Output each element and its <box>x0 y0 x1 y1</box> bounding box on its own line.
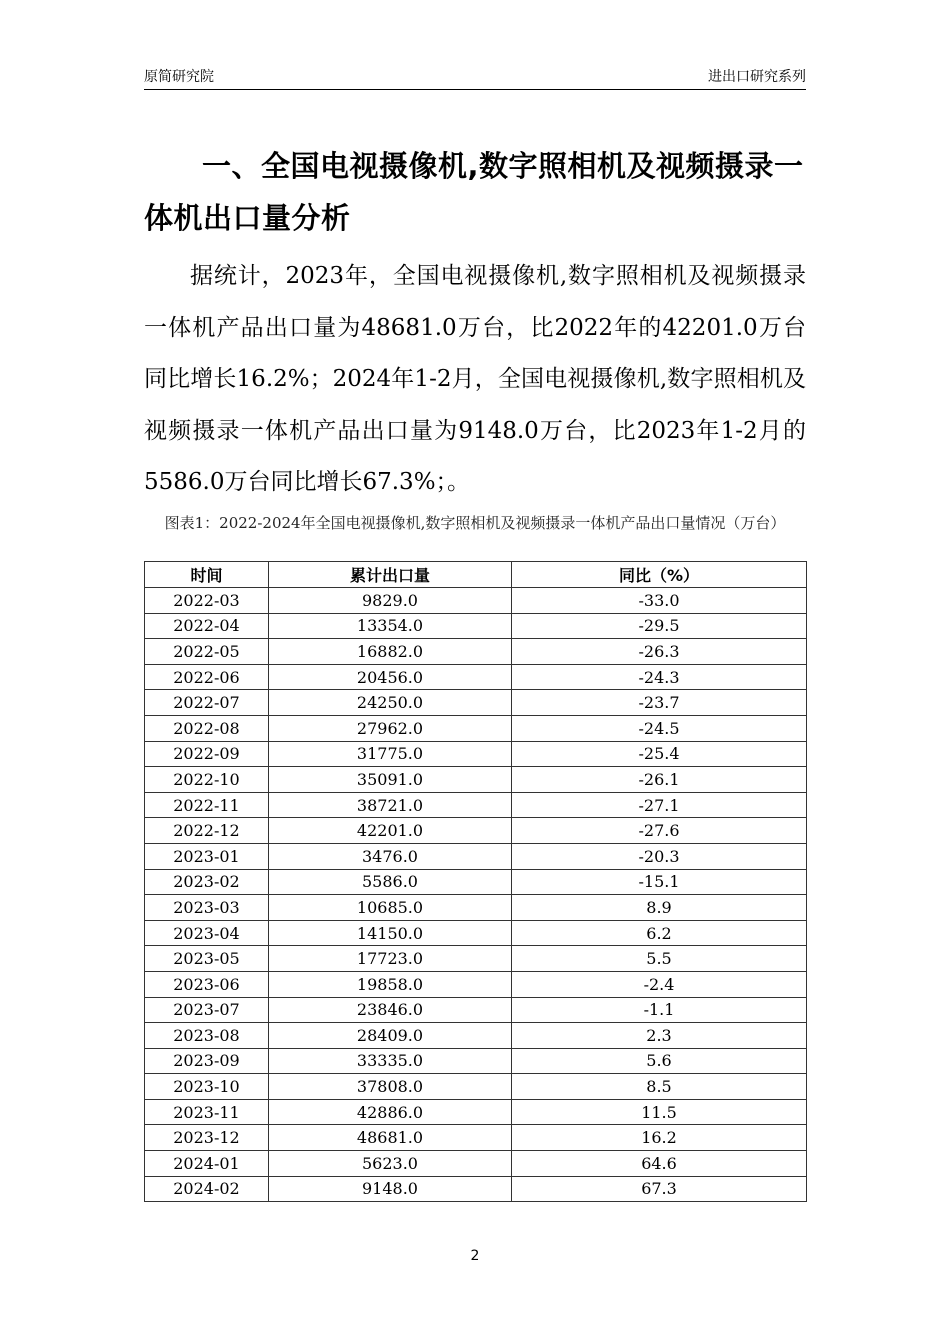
time-cell: 2022-05 <box>145 639 269 665</box>
time-cell: 2023-01 <box>145 843 269 869</box>
yoy-cell: 11.5 <box>512 1099 807 1125</box>
cumulative-cell: 37808.0 <box>269 1074 512 1100</box>
yoy-cell: 8.5 <box>512 1074 807 1100</box>
yoy-cell: -26.3 <box>512 639 807 665</box>
cumulative-cell: 33335.0 <box>269 1048 512 1074</box>
time-cell: 2022-08 <box>145 715 269 741</box>
cumulative-cell: 14150.0 <box>269 920 512 946</box>
cumulative-cell: 3476.0 <box>269 843 512 869</box>
table-row <box>145 741 807 767</box>
table-row <box>145 690 807 716</box>
table-row <box>145 767 807 793</box>
time-cell: 2024-02 <box>145 1176 269 1202</box>
col-header-yoy: 同比（%） <box>512 562 807 588</box>
cumulative-cell: 5586.0 <box>269 869 512 895</box>
time-cell: 2023-04 <box>145 920 269 946</box>
body-paragraph: 据统计，2023年，全国电视摄像机,数字照相机及视频摄录一体机产品出口量为48681.0万台，比2022年的42201.0万台同比增长16.2%；2024年1-2月，全国电视摄像机,数字照相机及视频摄录一体机产品出口量为9148.0万台，比2023年1-2月的5586.0万台同比增长67.3%；。 <box>144 263 806 495</box>
page-number: 2 <box>470 1248 480 1264</box>
yoy-cell: -15.1 <box>512 869 807 895</box>
cumulative-cell: 35091.0 <box>269 767 512 793</box>
time-cell: 2023-06 <box>145 971 269 997</box>
table-row <box>145 613 807 639</box>
cumulative-cell: 13354.0 <box>269 613 512 639</box>
yoy-cell: 67.3 <box>512 1176 807 1202</box>
time-cell: 2023-05 <box>145 946 269 972</box>
yoy-cell: 5.6 <box>512 1048 807 1074</box>
cumulative-cell: 19858.0 <box>269 971 512 997</box>
cumulative-cell: 42201.0 <box>269 818 512 844</box>
yoy-cell: -27.6 <box>512 818 807 844</box>
time-cell: 2022-10 <box>145 767 269 793</box>
yoy-cell: -33.0 <box>512 588 807 614</box>
time-cell: 2023-08 <box>145 1023 269 1049</box>
header-divider <box>144 89 806 90</box>
cumulative-cell: 48681.0 <box>269 1125 512 1151</box>
yoy-cell: -27.1 <box>512 792 807 818</box>
table-row <box>145 1151 807 1177</box>
header-right: 进出口研究系列 <box>708 69 806 85</box>
col-header-time: 时间 <box>145 562 269 588</box>
cumulative-cell: 23846.0 <box>269 997 512 1023</box>
time-cell: 2023-10 <box>145 1074 269 1100</box>
cumulative-cell: 16882.0 <box>269 639 512 665</box>
yoy-cell: 16.2 <box>512 1125 807 1151</box>
yoy-cell: -2.4 <box>512 971 807 997</box>
yoy-cell: -23.7 <box>512 690 807 716</box>
table-row <box>145 818 807 844</box>
export-table <box>144 561 807 1202</box>
table-row <box>145 1023 807 1049</box>
cumulative-cell: 5623.0 <box>269 1151 512 1177</box>
yoy-cell: -26.1 <box>512 767 807 793</box>
table-row <box>145 869 807 895</box>
cumulative-cell: 38721.0 <box>269 792 512 818</box>
cumulative-cell: 20456.0 <box>269 664 512 690</box>
time-cell: 2023-09 <box>145 1048 269 1074</box>
time-cell: 2022-06 <box>145 664 269 690</box>
time-cell: 2024-01 <box>145 1151 269 1177</box>
table-header-row <box>145 562 807 588</box>
yoy-cell: -1.1 <box>512 997 807 1023</box>
table-row <box>145 792 807 818</box>
yoy-cell: 8.9 <box>512 895 807 921</box>
table-row <box>145 997 807 1023</box>
yoy-cell: -24.3 <box>512 664 807 690</box>
yoy-cell: -29.5 <box>512 613 807 639</box>
yoy-cell: -20.3 <box>512 843 807 869</box>
cumulative-cell: 24250.0 <box>269 690 512 716</box>
time-cell: 2022-07 <box>145 690 269 716</box>
cumulative-cell: 9148.0 <box>269 1176 512 1202</box>
time-cell: 2023-12 <box>145 1125 269 1151</box>
time-cell: 2022-04 <box>145 613 269 639</box>
table-row <box>145 715 807 741</box>
table-row <box>145 895 807 921</box>
yoy-cell: -24.5 <box>512 715 807 741</box>
cumulative-cell: 10685.0 <box>269 895 512 921</box>
time-cell: 2023-07 <box>145 997 269 1023</box>
table-row <box>145 639 807 665</box>
table-row <box>145 1074 807 1100</box>
time-cell: 2022-03 <box>145 588 269 614</box>
table-row <box>145 920 807 946</box>
table-row <box>145 1048 807 1074</box>
cumulative-cell: 31775.0 <box>269 741 512 767</box>
cumulative-cell: 9829.0 <box>269 588 512 614</box>
table-caption: 图表1：2022-2024年全国电视摄像机,数字照相机及视频摄录一体机产品出口量情况（万台） <box>164 514 786 532</box>
table-row <box>145 588 807 614</box>
table-row <box>145 1176 807 1202</box>
time-cell: 2023-02 <box>145 869 269 895</box>
table-row <box>145 971 807 997</box>
time-cell: 2022-12 <box>145 818 269 844</box>
cumulative-cell: 42886.0 <box>269 1099 512 1125</box>
col-header-cumulative: 累计出口量 <box>269 562 512 588</box>
cumulative-cell: 27962.0 <box>269 715 512 741</box>
yoy-cell: 64.6 <box>512 1151 807 1177</box>
time-cell: 2022-09 <box>145 741 269 767</box>
time-cell: 2022-11 <box>145 792 269 818</box>
table-row <box>145 1125 807 1151</box>
section-title: 一、全国电视摄像机,数字照相机及视频摄录一体机出口量分析 <box>144 149 804 235</box>
yoy-cell: -25.4 <box>512 741 807 767</box>
table-row <box>145 946 807 972</box>
cumulative-cell: 28409.0 <box>269 1023 512 1049</box>
table-row <box>145 843 807 869</box>
yoy-cell: 2.3 <box>512 1023 807 1049</box>
table-row <box>145 1099 807 1125</box>
cumulative-cell: 17723.0 <box>269 946 512 972</box>
yoy-cell: 5.5 <box>512 946 807 972</box>
table-row <box>145 664 807 690</box>
yoy-cell: 6.2 <box>512 920 807 946</box>
header-left: 原简研究院 <box>144 69 214 85</box>
time-cell: 2023-03 <box>145 895 269 921</box>
time-cell: 2023-11 <box>145 1099 269 1125</box>
